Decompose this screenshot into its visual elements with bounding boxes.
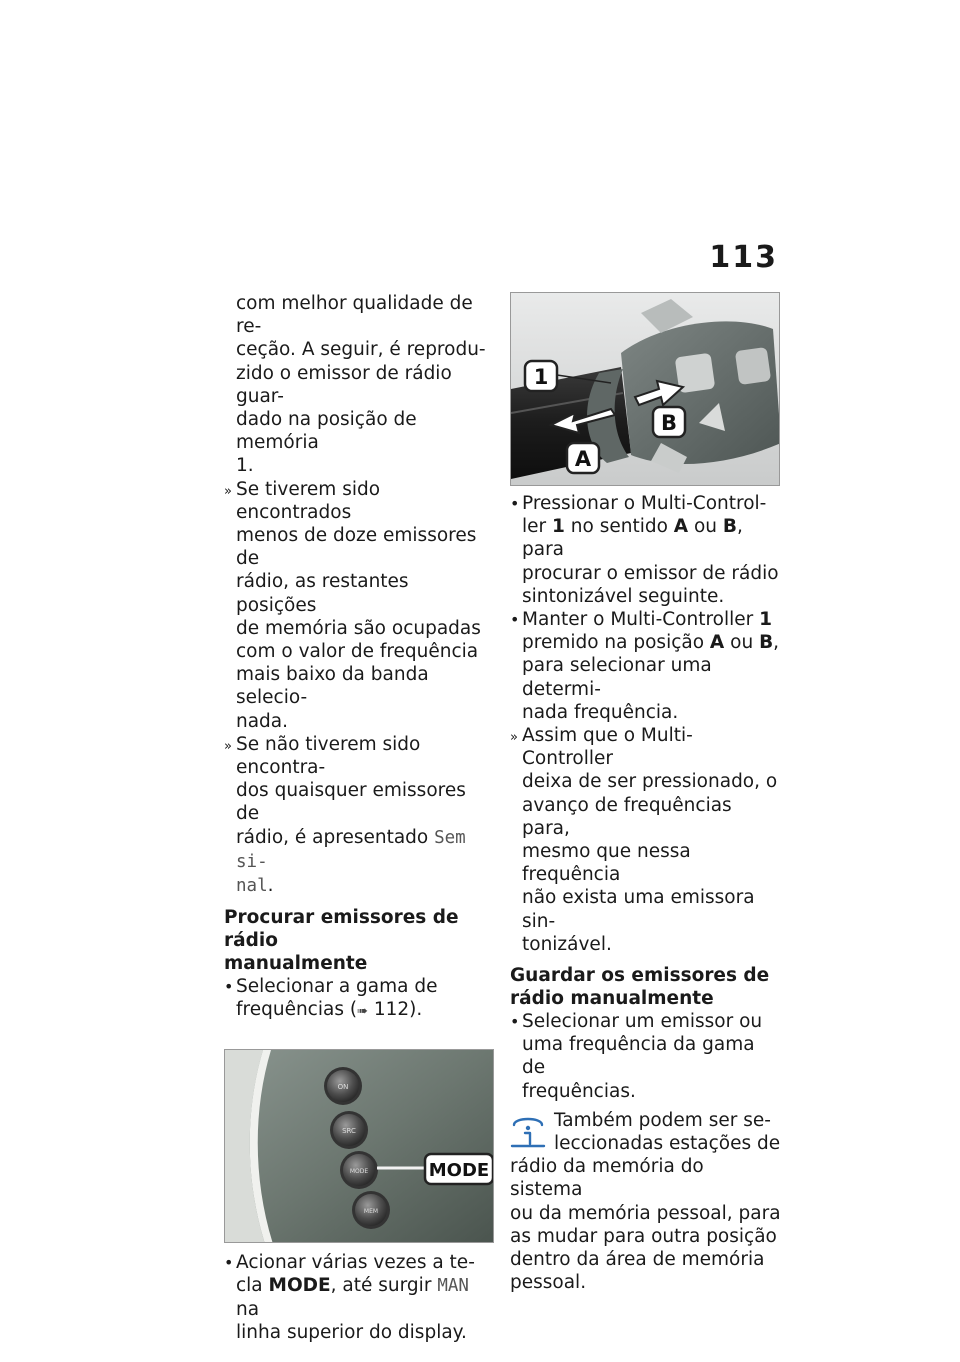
text-line: de memória são ocupadas — [236, 617, 481, 639]
right-column — [510, 292, 782, 1295]
text-fragment: rádio, é apresentado — [236, 826, 435, 848]
label-1: 1 — [533, 365, 549, 389]
result-item — [224, 733, 494, 898]
result-arrow-icon: » — [224, 738, 232, 754]
label-1-callout — [525, 361, 557, 391]
text-line: 1. — [236, 455, 254, 477]
text-line: avanço de frequências para, — [522, 794, 732, 839]
heading-line: manualmente — [224, 953, 368, 975]
mode-button-icon — [340, 1151, 378, 1189]
result-arrow-icon: » — [224, 483, 232, 499]
figure-mode-buttons — [224, 1049, 494, 1243]
text-line: tonizável. — [522, 933, 612, 955]
mem-button-label: MEM — [363, 1207, 379, 1215]
text-line: nada frequência. — [522, 701, 679, 723]
display-text: nal — [236, 876, 268, 897]
text-line: Pressionar o Multi-Control- — [522, 493, 767, 514]
ref-number: 1 — [759, 609, 772, 631]
text-line: procurar o emissor de rádio — [522, 562, 779, 584]
step-item — [224, 975, 494, 1023]
text-line: sintonizável seguinte. — [522, 585, 725, 607]
display-text: Sem si- — [236, 827, 466, 872]
step-item — [510, 492, 782, 608]
text-line: uma frequência da gama de — [522, 1034, 755, 1079]
ref-number: 1 — [552, 516, 565, 538]
text-line: menos de doze emissores de — [236, 525, 477, 570]
src-button-icon — [330, 1111, 368, 1149]
text-line: Também podem ser se- — [554, 1109, 771, 1131]
text-line: com melhor qualidade de re- — [236, 293, 473, 338]
heading-line: Procurar emissores de rádio — [224, 907, 459, 952]
text-line: dentro da área de memória — [510, 1249, 765, 1271]
bullet-icon: • — [224, 977, 234, 997]
text-line: com o valor de frequência — [236, 641, 479, 663]
info-note — [510, 1109, 782, 1295]
step-item — [510, 608, 782, 724]
figure-multi-controller — [510, 292, 780, 486]
page-reference: 112). — [367, 999, 423, 1021]
ref-letter: A — [709, 632, 725, 654]
on-button-label: ON — [337, 1082, 349, 1091]
text-line: ler 1 no sentido A ou B, para — [522, 516, 743, 561]
text-line: linha superior do display. — [236, 1322, 467, 1344]
text-line: ceção. A seguir, é reprodu- — [236, 339, 486, 361]
text-line: para selecionar uma determi- — [522, 655, 712, 700]
step-item — [510, 1010, 782, 1103]
text-line: Selecionar um emissor ou — [522, 1011, 763, 1033]
text-line: deixa de ser pressionado, o — [522, 771, 778, 793]
text-line — [236, 998, 494, 1023]
bullet-icon: • — [510, 494, 520, 513]
mode-buttons-illustration — [225, 1050, 494, 1243]
mem-button-icon — [352, 1191, 390, 1229]
bullet-icon: • — [510, 1012, 520, 1032]
bullet-icon: • — [510, 610, 520, 630]
text-line: Se tiverem sido encontrados — [236, 478, 381, 523]
text-line — [236, 1274, 494, 1321]
text-line: zido o emissor de rádio guar- — [236, 362, 452, 407]
result-item — [510, 724, 782, 956]
bullet-icon: • — [224, 1252, 234, 1272]
label-a-callout — [567, 443, 599, 473]
heading-line: rádio manualmente — [510, 988, 714, 1010]
section-heading — [224, 906, 494, 975]
text-line: nada. — [236, 710, 289, 732]
text-fragment: . — [267, 875, 274, 897]
page-reference-arrow-icon: ➠ — [357, 1004, 368, 1020]
info-icon — [510, 1111, 546, 1149]
text-line: não exista uma emissora sin- — [522, 887, 755, 932]
text-line: dos quaisquer emissores de — [236, 780, 466, 825]
text-line: as mudar para outra posição — [510, 1225, 777, 1247]
page-number: 113 — [709, 240, 778, 275]
text-line: premido na posição A ou B, — [522, 632, 780, 654]
text-line: Selecionar a gama de — [236, 976, 438, 998]
text-line: pessoal. — [510, 1272, 587, 1294]
text-line: Assim que o Multi-Controller — [522, 725, 693, 770]
ref-letter: B — [759, 632, 774, 654]
mode-callout-label: MODE — [428, 1159, 490, 1181]
result-arrow-icon: » — [510, 730, 518, 746]
mode-callout-box — [425, 1154, 493, 1184]
text-line: dado na posição de memória — [236, 409, 417, 454]
text-line: mesmo que nessa frequência — [522, 841, 691, 886]
mode-button-label: MODE — [349, 1167, 369, 1175]
text-line: rádio da memória do sistema — [510, 1156, 704, 1201]
multi-controller-illustration — [511, 293, 780, 486]
section-heading — [510, 964, 782, 1010]
text-fragment: , até surgir — [330, 1274, 438, 1296]
label-b-callout — [653, 407, 685, 437]
key-name: MODE — [268, 1274, 331, 1296]
ref-letter: A — [673, 516, 689, 538]
display-text: MAN — [437, 1275, 469, 1296]
text-line: Manter o Multi-Controller 1 — [522, 609, 772, 631]
label-a: A — [574, 447, 592, 471]
step-item — [224, 1251, 494, 1345]
left-column — [224, 292, 494, 1345]
result-item — [224, 478, 494, 733]
text-fragment: frequências ( — [236, 999, 358, 1021]
text-line: Acionar várias vezes a te- — [236, 1251, 475, 1273]
intro-paragraph — [224, 292, 494, 478]
label-b: B — [660, 411, 678, 435]
heading-line: Guardar os emissores de — [510, 965, 770, 987]
text-line: leccionadas estações de — [554, 1133, 781, 1155]
text-line: Se não tiverem sido encontra- — [236, 733, 421, 779]
text-line: mais baixo da banda selecio- — [236, 664, 429, 709]
ref-letter: B — [722, 516, 738, 538]
on-button-icon — [324, 1067, 362, 1105]
text-fragment: na — [236, 1299, 260, 1321]
text-fragment: cla — [236, 1274, 269, 1296]
text-line: ou da memória pessoal, para — [510, 1202, 781, 1224]
text-line — [236, 826, 494, 874]
text-line: rádio, as restantes posições — [236, 571, 409, 616]
text-line — [236, 874, 494, 898]
text-line: frequências. — [522, 1080, 636, 1102]
src-button-label: SRC — [342, 1126, 356, 1135]
